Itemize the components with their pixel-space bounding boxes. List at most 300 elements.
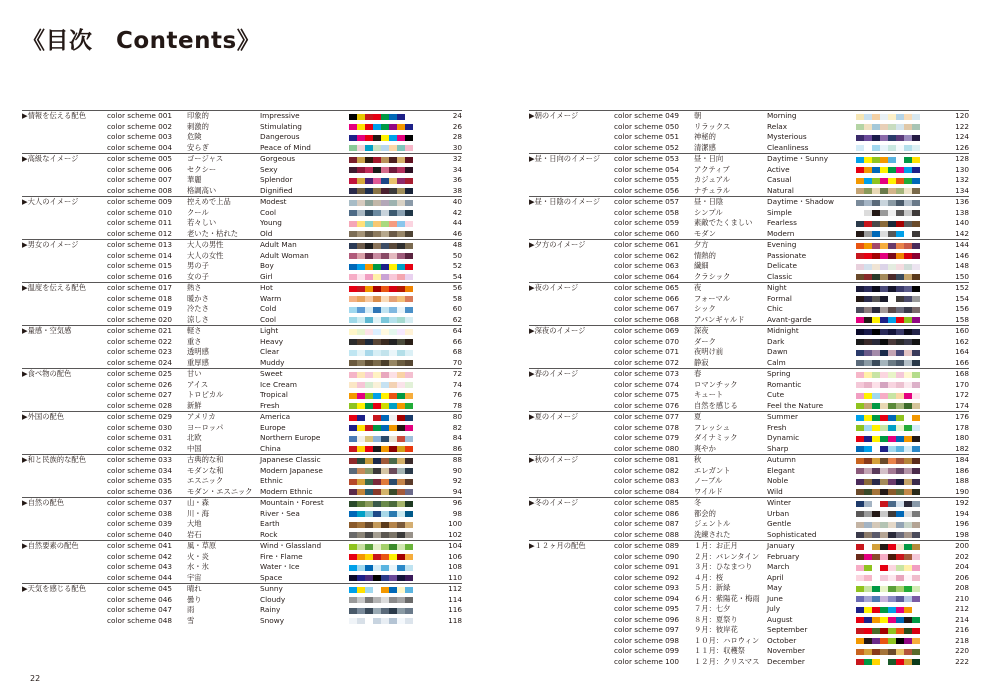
toc-row[interactable] [529, 315, 969, 326]
toc-row[interactable] [22, 122, 462, 133]
toc-row[interactable] [22, 337, 462, 348]
color-swatch [856, 339, 864, 345]
color-swatch [872, 458, 880, 464]
name-en: April [767, 572, 784, 582]
toc-row[interactable] [529, 594, 969, 605]
toc-row[interactable] [529, 251, 969, 262]
name-jp: フレッシュ [694, 422, 730, 432]
color-swatch [856, 479, 864, 485]
scheme-label: color scheme 035 [107, 476, 173, 485]
color-swatch [373, 372, 381, 378]
color-swatch-strip [856, 264, 920, 270]
toc-row[interactable] [22, 401, 462, 412]
color-swatch-strip [349, 178, 413, 184]
color-swatch [864, 596, 872, 602]
toc-row[interactable] [22, 143, 462, 154]
name-en: Light [260, 326, 279, 335]
toc-row[interactable] [22, 347, 462, 358]
category-label: ▶外国の配色 [22, 412, 65, 421]
name-en: Fearless [767, 218, 797, 227]
color-swatch [357, 339, 365, 345]
name-jp: 晴れ [187, 584, 202, 593]
toc-row[interactable] [22, 455, 462, 466]
color-swatch-strip [349, 372, 413, 378]
page-ref: 180 [955, 433, 969, 442]
toc-row[interactable] [22, 283, 462, 294]
toc-row[interactable] [529, 423, 969, 434]
toc-row[interactable] [529, 519, 969, 530]
color-swatch [349, 587, 357, 593]
toc-row[interactable] [529, 143, 969, 154]
toc-row[interactable] [22, 175, 462, 186]
toc-row[interactable] [529, 154, 969, 165]
color-swatch [405, 501, 413, 507]
color-swatch [397, 597, 405, 603]
toc-row[interactable] [529, 646, 969, 657]
toc-row[interactable] [22, 251, 462, 262]
color-swatch [872, 607, 880, 613]
toc-group [22, 368, 462, 411]
scheme-label: color scheme 094 [614, 593, 680, 603]
color-swatch [405, 436, 413, 442]
color-swatch [349, 188, 357, 194]
toc-row[interactable] [529, 390, 969, 401]
color-swatch [373, 296, 381, 302]
toc-row[interactable] [529, 657, 969, 668]
page-ref: 220 [955, 646, 969, 655]
name-jp: 繊細 [694, 261, 709, 270]
scheme-label: color scheme 087 [614, 519, 680, 528]
toc-row[interactable] [529, 380, 969, 391]
color-swatch [864, 522, 872, 528]
color-swatch [389, 436, 397, 442]
scheme-label: color scheme 039 [107, 519, 173, 528]
toc-row[interactable] [529, 304, 969, 315]
color-swatch [896, 231, 904, 237]
color-swatch [349, 221, 357, 227]
toc-row[interactable] [22, 358, 462, 369]
color-swatch [365, 565, 373, 571]
color-swatch [896, 532, 904, 538]
color-swatch [912, 221, 920, 227]
scheme-label: color scheme 007 [107, 175, 173, 184]
name-en: Wind・Glassland [260, 541, 322, 550]
toc-row[interactable] [529, 175, 969, 186]
scheme-label: color scheme 024 [107, 357, 173, 367]
toc-row[interactable] [22, 261, 462, 272]
toc-row[interactable] [22, 154, 462, 165]
color-swatch [856, 607, 864, 613]
color-swatch [864, 382, 872, 388]
color-swatch [856, 446, 864, 452]
color-swatch [912, 274, 920, 280]
color-swatch [856, 638, 864, 644]
toc-group [22, 153, 462, 196]
color-swatch [389, 489, 397, 495]
toc-row[interactable] [529, 240, 969, 251]
toc-row[interactable] [529, 347, 969, 358]
scheme-label: color scheme 065 [614, 283, 680, 292]
toc-row[interactable] [22, 369, 462, 380]
color-swatch [373, 522, 381, 528]
page-ref: 196 [955, 519, 969, 528]
color-swatch [349, 360, 357, 366]
color-swatch [904, 575, 912, 581]
toc-row[interactable] [529, 186, 969, 197]
toc-row[interactable] [22, 552, 462, 563]
color-swatch [389, 360, 397, 366]
page-ref: 124 [955, 132, 969, 141]
color-swatch [872, 489, 880, 495]
color-swatch [373, 317, 381, 323]
toc-row[interactable] [529, 337, 969, 348]
color-swatch [872, 178, 880, 184]
color-swatch [896, 403, 904, 409]
page-ref: 98 [452, 508, 462, 518]
color-swatch [405, 608, 413, 614]
color-swatch-strip [856, 436, 920, 442]
color-swatch [888, 317, 896, 323]
toc-row[interactable] [529, 615, 969, 626]
toc-row[interactable] [529, 444, 969, 455]
toc-row[interactable] [22, 165, 462, 176]
scheme-label: color scheme 006 [107, 164, 173, 174]
color-swatch [888, 157, 896, 163]
name-en: Chic [767, 304, 783, 313]
color-swatch [880, 489, 888, 495]
color-swatch [349, 253, 357, 259]
color-swatch [912, 489, 920, 495]
name-en: Mysterious [767, 132, 807, 141]
color-swatch-strip [856, 532, 920, 538]
scheme-label: color scheme 017 [107, 283, 173, 292]
toc-row[interactable] [529, 433, 969, 444]
toc-row[interactable] [22, 218, 462, 229]
color-swatch-strip [856, 339, 920, 345]
toc-row[interactable] [529, 604, 969, 615]
name-en: Splendor [260, 175, 293, 184]
name-jp: エレガント [694, 465, 731, 475]
color-swatch [888, 372, 896, 378]
color-swatch [349, 489, 357, 495]
toc-row[interactable] [22, 466, 462, 477]
color-swatch [405, 243, 413, 249]
name-en: Sharp [767, 443, 789, 453]
page-ref: 32 [452, 154, 462, 163]
toc-group [22, 454, 462, 497]
color-swatch [872, 649, 880, 655]
toc-row[interactable] [22, 315, 462, 326]
color-swatch [405, 157, 413, 163]
toc-row[interactable] [22, 208, 462, 219]
color-swatch [405, 178, 413, 184]
color-swatch-strip [349, 403, 413, 409]
color-swatch [904, 317, 912, 323]
toc-group [529, 540, 969, 667]
toc-row[interactable] [22, 530, 462, 541]
color-swatch [397, 274, 405, 280]
toc-row[interactable] [529, 401, 969, 412]
toc-row[interactable] [22, 487, 462, 498]
scheme-label: color scheme 021 [107, 326, 173, 335]
color-swatch-strip [856, 167, 920, 173]
page-ref: 152 [955, 283, 969, 292]
color-swatch [872, 243, 880, 249]
scheme-label: color scheme 071 [614, 347, 680, 356]
page-ref: 102 [448, 529, 462, 539]
toc-row[interactable] [529, 208, 969, 219]
name-jp: 大地 [187, 519, 202, 528]
toc-row[interactable] [529, 573, 969, 584]
name-jp: 春 [694, 369, 702, 378]
toc-row[interactable] [529, 487, 969, 498]
color-swatch [357, 458, 365, 464]
color-swatch [357, 210, 365, 216]
name-en: Morning [767, 111, 797, 120]
toc-row[interactable] [529, 111, 969, 122]
toc-row[interactable] [22, 423, 462, 434]
color-swatch [365, 145, 373, 151]
toc-row[interactable] [22, 584, 462, 595]
toc-row[interactable] [529, 369, 969, 380]
page-ref: 212 [955, 604, 969, 613]
toc-row[interactable] [529, 132, 969, 143]
color-swatch [872, 307, 880, 313]
toc-group [529, 368, 969, 411]
color-swatch [381, 200, 389, 206]
name-en: Young [260, 218, 282, 227]
scheme-label: color scheme 073 [614, 369, 680, 378]
color-swatch [357, 489, 365, 495]
color-swatch [904, 565, 912, 571]
toc-row[interactable] [22, 509, 462, 520]
color-swatch [880, 659, 888, 665]
color-swatch [872, 659, 880, 665]
toc-row[interactable] [529, 197, 969, 208]
color-swatch [373, 210, 381, 216]
toc-row[interactable] [22, 326, 462, 337]
page-ref: 106 [448, 551, 462, 561]
color-swatch [880, 178, 888, 184]
toc-row[interactable] [529, 562, 969, 573]
color-swatch [397, 382, 405, 388]
toc-row[interactable] [22, 240, 462, 251]
color-swatch [373, 608, 381, 614]
color-swatch [912, 317, 920, 323]
toc-row[interactable] [529, 583, 969, 594]
name-en: Modern Ethnic [260, 486, 313, 496]
color-swatch [856, 458, 864, 464]
toc-row[interactable] [529, 625, 969, 636]
color-swatch-strip [856, 286, 920, 292]
toc-row[interactable] [529, 412, 969, 423]
color-swatch [864, 489, 872, 495]
color-swatch [357, 200, 365, 206]
color-swatch [880, 501, 888, 507]
color-swatch [365, 446, 373, 452]
color-swatch [381, 393, 389, 399]
page-ref: 78 [452, 400, 462, 410]
name-en: Spring [767, 369, 791, 378]
color-swatch [357, 135, 365, 141]
toc-row[interactable] [529, 261, 969, 272]
scheme-label: color scheme 054 [614, 164, 680, 174]
toc-row[interactable] [529, 283, 969, 294]
toc-row[interactable] [529, 636, 969, 647]
color-swatch [405, 372, 413, 378]
toc-row[interactable] [529, 455, 969, 466]
color-swatch [357, 575, 365, 581]
color-swatch [888, 532, 896, 538]
toc-row[interactable] [22, 476, 462, 487]
toc-row[interactable] [529, 358, 969, 369]
color-swatch [389, 468, 397, 474]
color-swatch-strip [856, 554, 920, 560]
toc-row[interactable] [529, 229, 969, 240]
toc-row[interactable] [22, 562, 462, 573]
color-swatch [864, 468, 872, 474]
toc-row[interactable] [529, 122, 969, 133]
color-swatch [389, 575, 397, 581]
color-swatch [864, 501, 872, 507]
toc-row[interactable] [22, 390, 462, 401]
toc-row[interactable] [529, 466, 969, 477]
toc-row[interactable] [22, 541, 462, 552]
color-swatch [872, 145, 880, 151]
toc-row[interactable] [22, 616, 462, 627]
color-swatch [856, 200, 864, 206]
toc-group [529, 196, 969, 239]
color-swatch [880, 565, 888, 571]
color-swatch [397, 425, 405, 431]
name-jp: モダン [694, 228, 716, 238]
name-jp: トロピカル [187, 390, 224, 399]
name-jp: モダンな和 [187, 465, 224, 475]
color-swatch [872, 403, 880, 409]
toc-row[interactable] [22, 380, 462, 391]
color-swatch [856, 501, 864, 507]
toc-row[interactable] [22, 132, 462, 143]
color-swatch [397, 286, 405, 292]
name-jp: ４月：桜 [694, 572, 724, 582]
toc-row[interactable] [22, 229, 462, 240]
scheme-label: color scheme 046 [107, 594, 173, 604]
name-jp: 夜明け前 [694, 347, 724, 356]
scheme-label: color scheme 040 [107, 529, 173, 539]
name-en: Elegant [767, 465, 795, 475]
color-swatch [896, 489, 904, 495]
toc-row[interactable] [22, 433, 462, 444]
toc-row[interactable] [22, 304, 462, 315]
color-swatch [904, 393, 912, 399]
color-swatch [880, 479, 888, 485]
toc-row[interactable] [22, 272, 462, 283]
toc-row[interactable] [529, 541, 969, 552]
toc-row[interactable] [22, 412, 462, 423]
page-ref: 142 [955, 228, 969, 238]
page-ref: 80 [452, 412, 462, 421]
toc-group [529, 325, 969, 368]
color-swatch [357, 372, 365, 378]
color-swatch [381, 501, 389, 507]
page-ref: 130 [955, 164, 969, 174]
toc-row[interactable] [22, 573, 462, 584]
toc-row[interactable] [529, 326, 969, 337]
toc-row[interactable] [22, 197, 462, 208]
toc-row[interactable] [22, 605, 462, 616]
toc-group [529, 282, 969, 325]
color-swatch [405, 554, 413, 560]
toc-row[interactable] [22, 498, 462, 509]
color-swatch [888, 124, 896, 130]
name-en: Wild [767, 486, 783, 496]
name-jp: セクシー [187, 164, 217, 174]
color-swatch [405, 597, 413, 603]
toc-row[interactable] [529, 272, 969, 283]
color-swatch [357, 114, 365, 120]
color-swatch-strip [349, 339, 413, 345]
color-swatch [912, 468, 920, 474]
toc-row[interactable] [22, 111, 462, 122]
toc-row[interactable] [529, 498, 969, 509]
toc-row[interactable] [529, 294, 969, 305]
color-swatch [904, 617, 912, 623]
color-swatch [389, 415, 397, 421]
color-swatch [904, 243, 912, 249]
color-swatch [405, 253, 413, 259]
color-swatch [381, 565, 389, 571]
color-swatch [405, 329, 413, 335]
toc-row[interactable] [22, 186, 462, 197]
toc-row[interactable] [22, 444, 462, 455]
color-swatch [896, 221, 904, 227]
toc-row[interactable] [22, 519, 462, 530]
color-swatch [864, 544, 872, 550]
scheme-label: color scheme 066 [614, 293, 680, 303]
color-swatch [389, 286, 397, 292]
color-swatch [397, 264, 405, 270]
scheme-label: color scheme 097 [614, 625, 680, 634]
color-swatch-strip [349, 145, 413, 151]
toc-row[interactable] [529, 165, 969, 176]
color-swatch [904, 157, 912, 163]
toc-row[interactable] [529, 218, 969, 229]
color-swatch [896, 382, 904, 388]
color-swatch [896, 436, 904, 442]
toc-row[interactable] [529, 530, 969, 541]
toc-row[interactable] [529, 476, 969, 487]
toc-row[interactable] [22, 294, 462, 305]
color-swatch [389, 372, 397, 378]
toc-row[interactable] [529, 509, 969, 520]
color-swatch [888, 415, 896, 421]
color-swatch [389, 329, 397, 335]
name-en: Modern [767, 228, 795, 238]
color-swatch [365, 511, 373, 517]
toc-row[interactable] [22, 595, 462, 606]
color-swatch [373, 544, 381, 550]
name-jp: 昼・日向 [694, 154, 724, 163]
color-swatch [381, 243, 389, 249]
color-swatch [896, 638, 904, 644]
color-swatch [864, 329, 872, 335]
page-ref: 46 [452, 228, 462, 238]
toc-row[interactable] [529, 552, 969, 563]
name-jp: 印象的 [187, 111, 209, 120]
color-swatch [389, 382, 397, 388]
color-swatch [373, 329, 381, 335]
name-en: December [767, 656, 805, 666]
